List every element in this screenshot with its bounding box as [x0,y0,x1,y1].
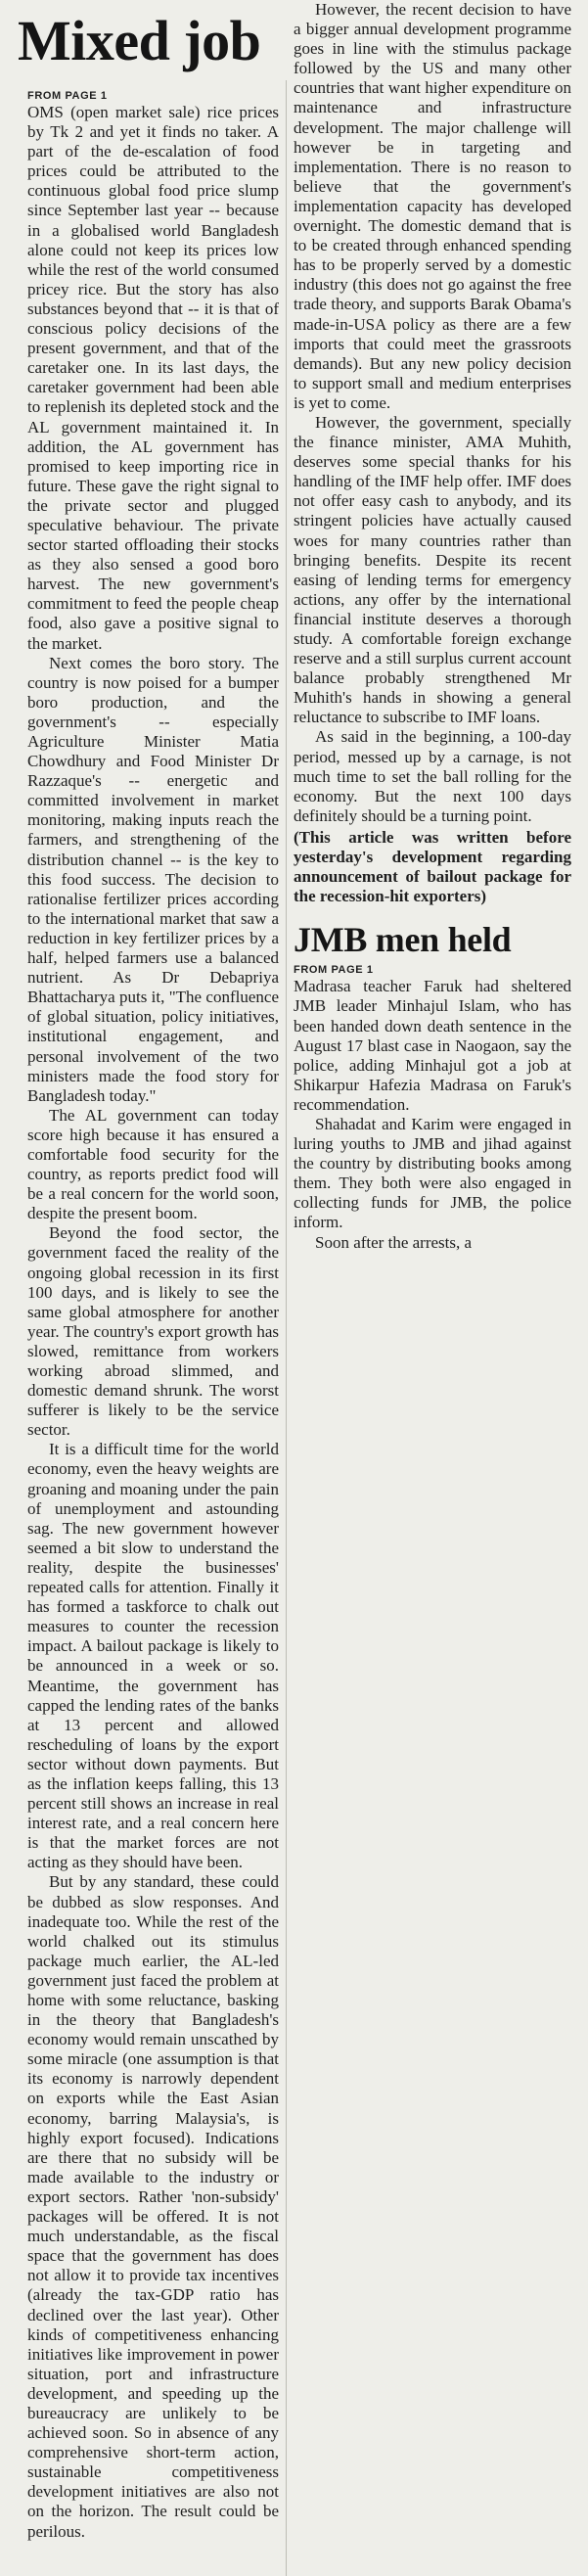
paragraph: Next comes the boro story. The country is now poised for a bumper boro production, and the government's -- especially Agriculture Minister Matia Chowdhury and Food Minister Dr Razzaque's -- energetic and committed involvement in market monitoring, making inputs reach the farmers, and strengthening of the distribution channel -- is the key to this food success. The decision to rationalise fertilizer prices according to the international market that saw a reduction in key fertilizer prices by a half, helped farmers use a balanced nutrient. As Dr Debapriya Bhattacharya puts it, "The confluence of global situation, policy initiatives, institutional engagement, and personal involvement of the two ministers made the food story for Bangladesh today." [27,653,279,1105]
kicker-from-page-1: FROM PAGE 1 [27,90,108,102]
column-right [294,0,571,2576]
paragraph: Soon after the arrests, a [315,1232,473,1252]
column-divider [286,80,287,2576]
paragraph: Shahadat and Karim were engaged in luring youths to JMB and jihad against the country by distributing books among them. They both were also engaged in collecting funds for JMB, the police inform. [294,1114,571,1232]
paragraph: However, the recent decision to have a bigger annual development programme goes in line with the stimulus package followed by the US and many other countries that want higher expenditure on maintenance and infrastructure development. The major challenge will however be in targeting and implementation. There is no reason to believe that the government's implementation capacity has developed overnight. The domestic demand that is to be created through enhanced spending has to be properly served by a domestic industry (this does not go against the free trade theory, and supports Barak Obama's made-in-USA policy as there are a few imports that could meet the grassroots demands). But any new policy decision to support small and medium enterprises is yet to come. [294,0,571,412]
paragraph: Beyond the food sector, the government faced the reality of the ongoing global recession in its first 100 days, and is likely to see the same global atmosphere for another year. The country's export growth has slowed, remittance from workers working abroad slimmed, and domestic demand shrunk. The worst sufferer is likely to be the service sector. [27,1223,279,1440]
paragraph: Madrasa teacher Faruk had sheltered JMB leader Minhajul Islam, who has been handed down death sentence in the August 17 blast case in Naogaon, say the police, adding Minhajul got a job at Shikarpur Hafezia Madrasa on Faruk's recommendation. [294,977,571,1114]
paragraph: But by any standard, these could be dubbed as slow responses. And inadequate too. While the rest of the world chalked out its stimulus package much earlier, the AL-led government just faced the problem at home with some reluctance, basking in the theory that Bangladesh's economy would remain unscathed by some miracle (one assumption is that its economy is narrowly dependent on exports while the East Asian economy, barring Malaysia's, is highly export focused). Indications are there that no subsidy will be made available to the industry or export sectors. Rather 'non-subsidy' packages will be offered. It is not much understandable, as the fiscal space that the government has does not allow it to provide tax incentives (already the tax-GDP ratio has declined over the last year). Other kinds of competitiveness enhancing initiatives like improvement in power situation, port and infrastructure development, and speeding up the bureaucracy are unlikely to be achieved soon. So in absence of any comprehensive short-term action, sustainable competitiveness development initiatives are also not on the horizon. The result could be perilous. [27,1872,279,2541]
editor-note: (This article was written before yesterday's development regarding announcement of bailout package for the recession-hit exporters) [294,827,571,906]
paragraph: As said in the beginning, a 100-day period, messed up by a carnage, is not much time to set the ball rolling for the economy. But the next 100 days definitely should be a turning point. [294,727,571,825]
paragraph: However, the government, specially the finance minister, AMA Muhith, deserves some special thanks for his handling of the IMF help offer. IMF does not offer easy cash to anybody, and its stringent policies have actually caused woes for many countries rather than bringing benefits. Despite its recent easing of lending terms for emergency actions, any offer by the international financial institute deserves a thorough study. A comfortable foreign exchange reserve and a still surplus current account balance probably strengthened Mr Muhith's hands in showing a general reluctance to subscribe to IMF loans. [294,412,571,727]
paragraph: The AL government can today score high because it has ensured a comfortable food security for the country, as reports predict food will be a real concern for the world soon, despite the present boom. [27,1105,279,1223]
paragraph: It is a difficult time for the world economy, even the heavy weights are groaning and moaning under the pain of unemployment and astounding sag. The new government however seemed a bit slow to understand the reality, despite the businesses' repeated calls for attention. Finally it has formed a taskforce to chalk out measures to counter the recession impact. A bailout package is likely to be announced in a week or so. Meantime, the government has capped the lending rates of the banks at 13 percent and allowed rescheduling of loans by the export sector without down payments. But as the inflation keeps falling, this 13 percent still shows an increase in real interest rate, and a real concern here is that the market forces are not acting as they should have been. [27,1440,279,1872]
headline-jmb-men-held: JMB men held [294,920,512,960]
paragraph: OMS (open market sale) rice prices by Tk 2 and yet it finds no taker. A part of the de-escalation of food prices could be attributed to the continuous global food price slump since September last year -- because in a globalised world Bangladesh alone could not keep its prices low while the rest of the world consumed pricey rice. But the story has also substances beyond that -- it is that of conscious policy decisions of the present government, and that of the caretaker one. In its last days, the caretaker government had been able to replenish its depleted stock and the AL government maintained it. In addition, the AL government has promised to keep importing rice in future. These gave the right signal to the private sector and plugged speculative behaviour. The private sector started offloading their stocks as they also sensed a good boro harvest. The new government's commitment to feed the people cheap food, also gave a positive signal to the market. [27,103,279,653]
kicker-from-page-1: FROM PAGE 1 [294,964,374,977]
headline-mixed-job: Mixed job [18,9,261,72]
column-left [27,0,279,2576]
